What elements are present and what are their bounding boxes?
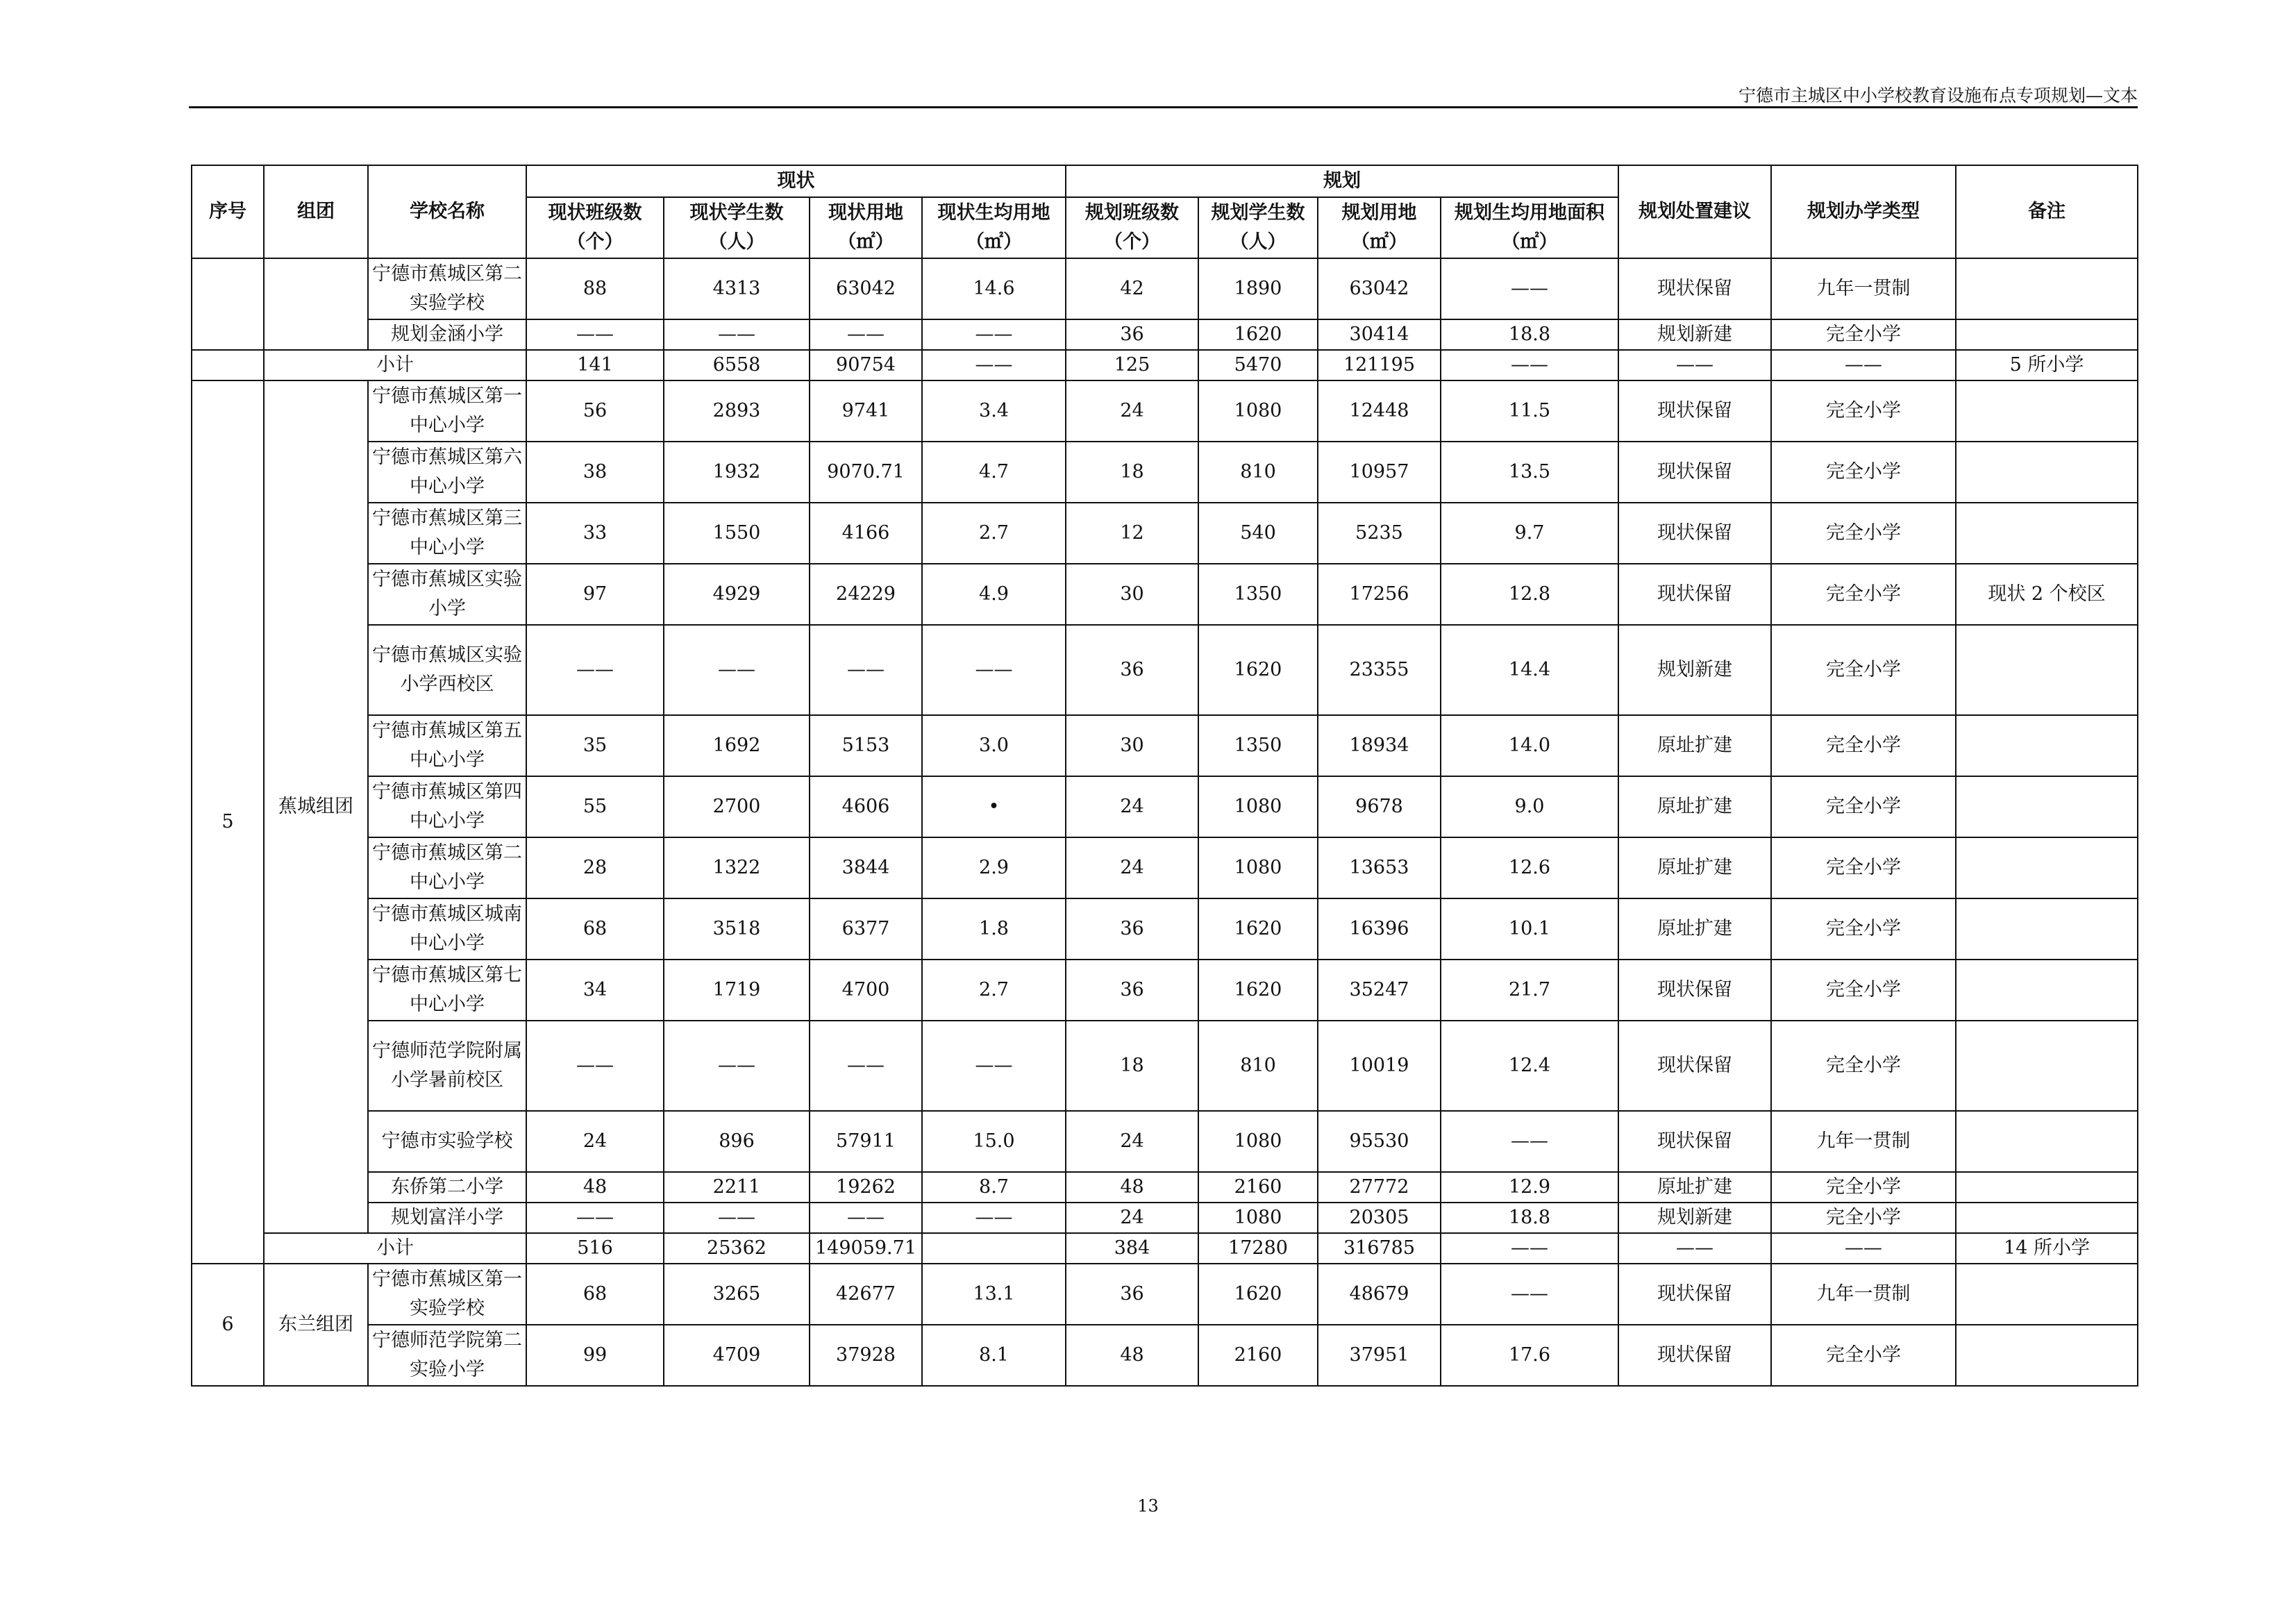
subtotal-row xyxy=(192,1233,2138,1264)
cell-disposal: 规划新建 xyxy=(1618,625,1771,715)
header-current: 现状 xyxy=(526,165,1066,197)
cell-note xyxy=(1956,898,2138,960)
table-row xyxy=(192,1325,2138,1386)
cell-current-students: 4709 xyxy=(664,1325,810,1386)
cell-current-land: 4606 xyxy=(810,776,922,837)
cell-plan-classes: 384 xyxy=(1066,1233,1198,1264)
cell-note xyxy=(1956,1203,2138,1233)
cell-plan-students: 540 xyxy=(1198,503,1318,564)
cell-plan-land: 5235 xyxy=(1318,503,1441,564)
cell-current-classes: —— xyxy=(526,1021,664,1111)
cell-note: 5 所小学 xyxy=(1956,350,2138,380)
cell-current-per-student: • xyxy=(922,776,1066,837)
cell-plan-classes: 24 xyxy=(1066,1203,1198,1233)
table-row xyxy=(192,1111,2138,1172)
cell-plan-per-student: 10.1 xyxy=(1441,898,1618,960)
cell-current-per-student: 3.0 xyxy=(922,715,1066,776)
cell-current-classes: —— xyxy=(526,319,664,350)
cell-plan-students: 1890 xyxy=(1198,258,1318,319)
cell-note: 现状 2 个校区 xyxy=(1956,564,2138,625)
cell-plan-students: 2160 xyxy=(1198,1325,1318,1386)
header-rule xyxy=(189,106,2138,108)
cell-plan-land: 30414 xyxy=(1318,319,1441,350)
cell-school-name: 宁德市蕉城区第一中心小学 xyxy=(368,380,526,442)
cell-current-classes: 88 xyxy=(526,258,664,319)
cell-group xyxy=(264,258,368,350)
cell-disposal: 原址扩建 xyxy=(1618,715,1771,776)
cell-plan-per-student: 12.6 xyxy=(1441,837,1618,898)
cell-plan-land: 18934 xyxy=(1318,715,1441,776)
cell-school-name: 宁德市蕉城区第六中心小学 xyxy=(368,442,526,503)
cell-note xyxy=(1956,503,2138,564)
cell-plan-land: 13653 xyxy=(1318,837,1441,898)
cell-current-land: 63042 xyxy=(810,258,922,319)
cell-current-students: 2211 xyxy=(664,1172,810,1203)
cell-disposal: 现状保留 xyxy=(1618,564,1771,625)
cell-plan-classes: 48 xyxy=(1066,1172,1198,1203)
cell-group: 东兰组团 xyxy=(264,1264,368,1386)
table-row xyxy=(192,837,2138,898)
cell-school-type: 完全小学 xyxy=(1771,898,1956,960)
cell-current-per-student: 8.7 xyxy=(922,1172,1066,1203)
cell-plan-land: 35247 xyxy=(1318,960,1441,1021)
cell-note xyxy=(1956,1325,2138,1386)
cell-plan-students: 1620 xyxy=(1198,898,1318,960)
cell-disposal: 现状保留 xyxy=(1618,1111,1771,1172)
table-row xyxy=(192,1172,2138,1203)
table-row xyxy=(192,960,2138,1021)
cell-current-students: —— xyxy=(664,1203,810,1233)
cell-plan-students: 17280 xyxy=(1198,1233,1318,1264)
cell-current-per-student: 3.4 xyxy=(922,380,1066,442)
table-row xyxy=(192,258,2138,319)
table-row xyxy=(192,442,2138,503)
cell-plan-land: 20305 xyxy=(1318,1203,1441,1233)
cell-plan-land: 10019 xyxy=(1318,1021,1441,1111)
cell-disposal: 现状保留 xyxy=(1618,1325,1771,1386)
cell-plan-classes: 36 xyxy=(1066,960,1198,1021)
cell-plan-classes: 24 xyxy=(1066,776,1198,837)
header-current-per-student: 现状生均用地（㎡） xyxy=(922,197,1066,258)
cell-plan-students: 1080 xyxy=(1198,776,1318,837)
cell-plan-land: 48679 xyxy=(1318,1264,1441,1325)
cell-current-classes: 141 xyxy=(526,350,664,380)
cell-seq xyxy=(192,258,264,350)
cell-plan-land: 9678 xyxy=(1318,776,1441,837)
cell-school-name: 宁德师范学院第二实验小学 xyxy=(368,1325,526,1386)
cell-plan-land: 23355 xyxy=(1318,625,1441,715)
cell-current-students: 896 xyxy=(664,1111,810,1172)
cell-school-name: 宁德市蕉城区实验小学 xyxy=(368,564,526,625)
cell-current-per-student: 2.7 xyxy=(922,503,1066,564)
table-row xyxy=(192,715,2138,776)
cell-current-students: 3518 xyxy=(664,898,810,960)
cell-plan-classes: 36 xyxy=(1066,1264,1198,1325)
cell-plan-per-student: 12.9 xyxy=(1441,1172,1618,1203)
cell-current-classes: 24 xyxy=(526,1111,664,1172)
cell-plan-classes: 18 xyxy=(1066,442,1198,503)
cell-current-classes: 35 xyxy=(526,715,664,776)
cell-plan-students: 2160 xyxy=(1198,1172,1318,1203)
cell-plan-students: 1620 xyxy=(1198,1264,1318,1325)
cell-plan-per-student: 11.5 xyxy=(1441,380,1618,442)
cell-note xyxy=(1956,960,2138,1021)
cell-current-per-student: 13.1 xyxy=(922,1264,1066,1325)
cell-plan-students: 810 xyxy=(1198,442,1318,503)
cell-plan-per-student: 17.6 xyxy=(1441,1325,1618,1386)
cell-plan-classes: 18 xyxy=(1066,1021,1198,1111)
cell-note xyxy=(1956,1264,2138,1325)
header-plan-land: 规划用地（㎡） xyxy=(1318,197,1441,258)
cell-school-type: 完全小学 xyxy=(1771,1021,1956,1111)
header-disposal: 规划处置建议 xyxy=(1618,165,1771,258)
header-current-land: 现状用地（㎡） xyxy=(810,197,922,258)
cell-current-per-student: 2.7 xyxy=(922,960,1066,1021)
cell-school-name: 宁德市蕉城区第四中心小学 xyxy=(368,776,526,837)
cell-school-type: —— xyxy=(1771,1233,1956,1264)
cell-plan-per-student: 14.4 xyxy=(1441,625,1618,715)
cell-school-type: 完全小学 xyxy=(1771,1203,1956,1233)
header-note: 备注 xyxy=(1956,165,2138,258)
cell-plan-per-student: —— xyxy=(1441,258,1618,319)
cell-seq: 5 xyxy=(192,380,264,1264)
cell-disposal: —— xyxy=(1618,1233,1771,1264)
cell-current-per-student: 4.7 xyxy=(922,442,1066,503)
cell-current-classes: 34 xyxy=(526,960,664,1021)
cell-disposal: 规划新建 xyxy=(1618,319,1771,350)
cell-current-classes: —— xyxy=(526,1203,664,1233)
cell-note xyxy=(1956,442,2138,503)
cell-current-students: 1932 xyxy=(664,442,810,503)
header-plan-classes: 规划班级数（个） xyxy=(1066,197,1198,258)
cell-school-name: 宁德市蕉城区第一实验学校 xyxy=(368,1264,526,1325)
cell-current-per-student: —— xyxy=(922,350,1066,380)
header-plan-students: 规划学生数（人） xyxy=(1198,197,1318,258)
table-row xyxy=(192,503,2138,564)
cell-school-name: 宁德市蕉城区实验小学西校区 xyxy=(368,625,526,715)
cell-disposal: 现状保留 xyxy=(1618,442,1771,503)
header-school-type: 规划办学类型 xyxy=(1771,165,1956,258)
table-row xyxy=(192,898,2138,960)
cell-plan-per-student: —— xyxy=(1441,1111,1618,1172)
table-header xyxy=(192,165,2138,258)
cell-school-type: 完全小学 xyxy=(1771,1172,1956,1203)
cell-current-land: —— xyxy=(810,625,922,715)
cell-disposal: 现状保留 xyxy=(1618,1021,1771,1111)
cell-plan-per-student: 13.5 xyxy=(1441,442,1618,503)
cell-school-name: 规划金涵小学 xyxy=(368,319,526,350)
table-row xyxy=(192,1203,2138,1233)
cell-school-type: 完全小学 xyxy=(1771,442,1956,503)
cell-group: 蕉城组团 xyxy=(264,380,368,1233)
cell-disposal: 规划新建 xyxy=(1618,1203,1771,1233)
cell-note xyxy=(1956,715,2138,776)
cell-current-students: 6558 xyxy=(664,350,810,380)
cell-plan-per-student: 21.7 xyxy=(1441,960,1618,1021)
cell-current-land: 4700 xyxy=(810,960,922,1021)
cell-current-students: 2893 xyxy=(664,380,810,442)
cell-current-per-student: —— xyxy=(922,319,1066,350)
cell-plan-land: 27772 xyxy=(1318,1172,1441,1203)
cell-plan-classes: 48 xyxy=(1066,1325,1198,1386)
cell-disposal: 原址扩建 xyxy=(1618,1172,1771,1203)
cell-school-name: 宁德市蕉城区城南中心小学 xyxy=(368,898,526,960)
cell-plan-land: 10957 xyxy=(1318,442,1441,503)
cell-plan-students: 1350 xyxy=(1198,564,1318,625)
cell-plan-per-student: —— xyxy=(1441,1233,1618,1264)
cell-note xyxy=(1956,258,2138,319)
cell-current-students: 1322 xyxy=(664,837,810,898)
cell-disposal: 原址扩建 xyxy=(1618,898,1771,960)
cell-school-type: 完全小学 xyxy=(1771,960,1956,1021)
cell-school-type: 完全小学 xyxy=(1771,776,1956,837)
cell-disposal: 现状保留 xyxy=(1618,960,1771,1021)
cell-disposal: 原址扩建 xyxy=(1618,837,1771,898)
cell-plan-students: 1080 xyxy=(1198,1203,1318,1233)
cell-school-type: 完全小学 xyxy=(1771,380,1956,442)
cell-current-per-student: —— xyxy=(922,1203,1066,1233)
subtotal-row xyxy=(192,350,2138,380)
cell-school-type: 完全小学 xyxy=(1771,319,1956,350)
cell-plan-classes: 30 xyxy=(1066,715,1198,776)
cell-current-classes: 38 xyxy=(526,442,664,503)
cell-note xyxy=(1956,1021,2138,1111)
cell-current-students: 25362 xyxy=(664,1233,810,1264)
cell-disposal: 现状保留 xyxy=(1618,503,1771,564)
cell-current-land: 19262 xyxy=(810,1172,922,1203)
header-group: 组团 xyxy=(264,165,368,258)
cell-school-name: 规划富洋小学 xyxy=(368,1203,526,1233)
cell-school-type: —— xyxy=(1771,350,1956,380)
cell-current-land: 24229 xyxy=(810,564,922,625)
cell-current-land: —— xyxy=(810,1021,922,1111)
cell-current-land: 6377 xyxy=(810,898,922,960)
cell-plan-per-student: 12.8 xyxy=(1441,564,1618,625)
cell-plan-classes: 12 xyxy=(1066,503,1198,564)
cell-seq xyxy=(192,350,264,380)
cell-school-name: 宁德市蕉城区第二中心小学 xyxy=(368,837,526,898)
cell-plan-students: 1080 xyxy=(1198,837,1318,898)
table-row xyxy=(192,1264,2138,1325)
cell-current-land: 37928 xyxy=(810,1325,922,1386)
cell-plan-classes: 24 xyxy=(1066,380,1198,442)
cell-plan-classes: 24 xyxy=(1066,837,1198,898)
cell-current-land: 9741 xyxy=(810,380,922,442)
page-number: 13 xyxy=(1137,1496,1159,1516)
cell-school-name: 宁德市蕉城区第五中心小学 xyxy=(368,715,526,776)
cell-current-land: 5153 xyxy=(810,715,922,776)
cell-current-classes: 97 xyxy=(526,564,664,625)
cell-current-land: 4166 xyxy=(810,503,922,564)
cell-plan-land: 12448 xyxy=(1318,380,1441,442)
cell-plan-land: 63042 xyxy=(1318,258,1441,319)
cell-plan-classes: 36 xyxy=(1066,625,1198,715)
header-plan-per-student: 规划生均用地面积（㎡） xyxy=(1441,197,1618,258)
cell-plan-per-student: 14.0 xyxy=(1441,715,1618,776)
cell-plan-per-student: 9.7 xyxy=(1441,503,1618,564)
cell-disposal: 现状保留 xyxy=(1618,258,1771,319)
cell-note xyxy=(1956,1172,2138,1203)
cell-plan-students: 1620 xyxy=(1198,960,1318,1021)
cell-current-students: 1550 xyxy=(664,503,810,564)
cell-plan-students: 1350 xyxy=(1198,715,1318,776)
cell-plan-land: 16396 xyxy=(1318,898,1441,960)
cell-note xyxy=(1956,380,2138,442)
header-current-classes: 现状班级数（个） xyxy=(526,197,664,258)
cell-current-classes: 28 xyxy=(526,837,664,898)
cell-current-classes: 99 xyxy=(526,1325,664,1386)
cell-plan-classes: 36 xyxy=(1066,898,1198,960)
cell-disposal: 原址扩建 xyxy=(1618,776,1771,837)
cell-school-name: 宁德市实验学校 xyxy=(368,1111,526,1172)
cell-school-type: 完全小学 xyxy=(1771,1325,1956,1386)
cell-current-land: —— xyxy=(810,1203,922,1233)
cell-school-name: 宁德市蕉城区第七中心小学 xyxy=(368,960,526,1021)
cell-current-classes: 68 xyxy=(526,1264,664,1325)
cell-current-land: 3844 xyxy=(810,837,922,898)
cell-plan-per-student: —— xyxy=(1441,1264,1618,1325)
cell-school-name: 宁德市蕉城区第二实验学校 xyxy=(368,258,526,319)
cell-disposal: 现状保留 xyxy=(1618,1264,1771,1325)
cell-note xyxy=(1956,319,2138,350)
cell-current-per-student: 15.0 xyxy=(922,1111,1066,1172)
cell-current-classes: 55 xyxy=(526,776,664,837)
cell-current-students: 1719 xyxy=(664,960,810,1021)
cell-current-per-student: 1.8 xyxy=(922,898,1066,960)
cell-plan-students: 1080 xyxy=(1198,380,1318,442)
cell-school-type: 完全小学 xyxy=(1771,625,1956,715)
subtotal-label: 小计 xyxy=(264,1233,526,1264)
table-row xyxy=(192,625,2138,715)
cell-school-name: 东侨第二小学 xyxy=(368,1172,526,1203)
cell-current-classes: 516 xyxy=(526,1233,664,1264)
cell-current-per-student: 4.9 xyxy=(922,564,1066,625)
cell-current-per-student: —— xyxy=(922,1021,1066,1111)
cell-current-land: 42677 xyxy=(810,1264,922,1325)
cell-current-classes: 68 xyxy=(526,898,664,960)
cell-current-classes: 48 xyxy=(526,1172,664,1203)
cell-plan-per-student: —— xyxy=(1441,350,1618,380)
cell-note xyxy=(1956,625,2138,715)
cell-plan-students: 1620 xyxy=(1198,319,1318,350)
cell-plan-classes: 125 xyxy=(1066,350,1198,380)
table-row xyxy=(192,564,2138,625)
cell-seq: 6 xyxy=(192,1264,264,1386)
cell-plan-students: 1620 xyxy=(1198,625,1318,715)
cell-plan-per-student: 12.4 xyxy=(1441,1021,1618,1111)
cell-plan-per-student: 18.8 xyxy=(1441,1203,1618,1233)
header-plan: 规划 xyxy=(1066,165,1618,197)
cell-current-students: 2700 xyxy=(664,776,810,837)
cell-current-per-student: 2.9 xyxy=(922,837,1066,898)
cell-current-per-student xyxy=(922,1233,1066,1264)
cell-disposal: —— xyxy=(1618,350,1771,380)
cell-disposal: 现状保留 xyxy=(1618,380,1771,442)
cell-school-type: 九年一贯制 xyxy=(1771,1111,1956,1172)
cell-plan-students: 810 xyxy=(1198,1021,1318,1111)
cell-note xyxy=(1956,776,2138,837)
header-seq: 序号 xyxy=(192,165,264,258)
cell-current-students: —— xyxy=(664,625,810,715)
cell-plan-per-student: 18.8 xyxy=(1441,319,1618,350)
cell-plan-classes: 30 xyxy=(1066,564,1198,625)
cell-note xyxy=(1956,837,2138,898)
header-current-students: 现状学生数（人） xyxy=(664,197,810,258)
cell-current-land: 9070.71 xyxy=(810,442,922,503)
cell-current-classes: —— xyxy=(526,625,664,715)
schools-table xyxy=(191,165,2138,1387)
cell-current-classes: 33 xyxy=(526,503,664,564)
cell-current-land: —— xyxy=(810,319,922,350)
cell-plan-classes: 36 xyxy=(1066,319,1198,350)
document-header-title: 宁德市主城区中小学校教育设施布点专项规划—文本 xyxy=(1738,85,2138,106)
header-school-name: 学校名称 xyxy=(368,165,526,258)
table-row xyxy=(192,776,2138,837)
cell-current-students: 3265 xyxy=(664,1264,810,1325)
cell-school-type: 完全小学 xyxy=(1771,715,1956,776)
cell-plan-land: 121195 xyxy=(1318,350,1441,380)
cell-plan-land: 95530 xyxy=(1318,1111,1441,1172)
cell-current-land: 57911 xyxy=(810,1111,922,1172)
table-row xyxy=(192,319,2138,350)
cell-plan-land: 316785 xyxy=(1318,1233,1441,1264)
cell-current-students: —— xyxy=(664,1021,810,1111)
cell-school-name: 宁德市蕉城区第三中心小学 xyxy=(368,503,526,564)
cell-current-classes: 56 xyxy=(526,380,664,442)
subtotal-label: 小计 xyxy=(264,350,526,380)
cell-current-students: 4929 xyxy=(664,564,810,625)
cell-current-students: 4313 xyxy=(664,258,810,319)
cell-school-type: 完全小学 xyxy=(1771,503,1956,564)
table-row xyxy=(192,1021,2138,1111)
cell-plan-land: 17256 xyxy=(1318,564,1441,625)
cell-current-land: 90754 xyxy=(810,350,922,380)
cell-plan-students: 1080 xyxy=(1198,1111,1318,1172)
cell-current-land: 149059.71 xyxy=(810,1233,922,1264)
cell-school-type: 九年一贯制 xyxy=(1771,1264,1956,1325)
cell-school-name: 宁德师范学院附属小学暑前校区 xyxy=(368,1021,526,1111)
cell-current-per-student: 8.1 xyxy=(922,1325,1066,1386)
cell-plan-classes: 42 xyxy=(1066,258,1198,319)
cell-school-type: 完全小学 xyxy=(1771,564,1956,625)
cell-current-students: 1692 xyxy=(664,715,810,776)
cell-school-type: 完全小学 xyxy=(1771,837,1956,898)
table-body xyxy=(192,258,2138,1386)
cell-plan-classes: 24 xyxy=(1066,1111,1198,1172)
cell-current-per-student: —— xyxy=(922,625,1066,715)
cell-current-students: —— xyxy=(664,319,810,350)
cell-plan-land: 37951 xyxy=(1318,1325,1441,1386)
cell-plan-per-student: 9.0 xyxy=(1441,776,1618,837)
cell-note xyxy=(1956,1111,2138,1172)
cell-note: 14 所小学 xyxy=(1956,1233,2138,1264)
cell-plan-students: 5470 xyxy=(1198,350,1318,380)
cell-current-per-student: 14.6 xyxy=(922,258,1066,319)
cell-school-type: 九年一贯制 xyxy=(1771,258,1956,319)
table-row xyxy=(192,380,2138,442)
